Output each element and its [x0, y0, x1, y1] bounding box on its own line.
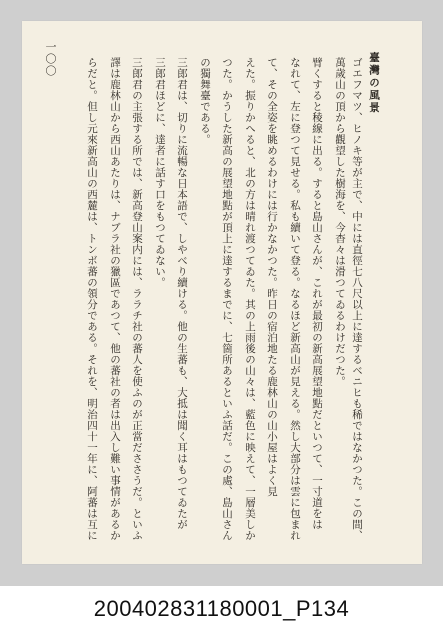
text-column: 萬歲山の頂から觀望した樹海を、今杳々は滑つてゐるわけだつた。: [334, 57, 346, 387]
text-column: なれて、左に登つて見せる。私も續いて登る。なるほど新高山が見える。然し大部分は雲に包まれ: [289, 57, 301, 541]
text-column: えた。振りかへると、北の方は晴れ渡つてゐた。其の上雨後の山々は、藍色に映えて、一層美しか: [244, 57, 256, 541]
text-column: て、その全姿を眺めるわけには行かなかつた。昨日の宿泊地たる鹿林山の山小屋はよく見: [266, 57, 278, 497]
text-column: ゴエフマツ、ヒノキ等が主で、中には直徑七八尺以上に達するベニヒも稀ではなかつた。この間、: [351, 57, 363, 541]
running-header: 臺灣の風景: [368, 52, 380, 115]
text-column: の獨舞臺である。: [199, 57, 211, 145]
text-column: 三郎君は、切りに流暢な日本語で、しやべり續ける。他の生蕃も、大抵は聞く耳はもつてゐたが: [176, 57, 188, 530]
image-caption: 200402831180001_P134: [93, 596, 350, 621]
page-number: 一〇〇: [44, 41, 57, 77]
text-column: 三郎君ほどに、達者に話す口をもつてゐない。: [154, 57, 166, 288]
text-column: らだと。但し元來新高山の西麓は、トンボ蕃の領分である。それを、明治四十一年に、阿蕃は互に: [86, 57, 98, 541]
text-column: 三郎君の主張する所では、新高登山案内には、ララチ社の蕃人を使ふのが正當だささうだ。といふ: [131, 57, 143, 541]
text-column: つた。かうした新高の展望地點が頂上に達するまでに、七箇所あるといふ話だ。この處、島山さん: [221, 57, 233, 541]
book-page: [22, 21, 422, 564]
text-column: 譯は鹿林山から西山あたりは、ナブラ社の獵區であつて、他の蕃社の者は出入し難い事情があるか: [109, 57, 121, 541]
text-column: 臂くすると稜線に出る。すると島山さんが、これが最初の新高展望地點だといつて、一寸道をは: [311, 57, 323, 530]
